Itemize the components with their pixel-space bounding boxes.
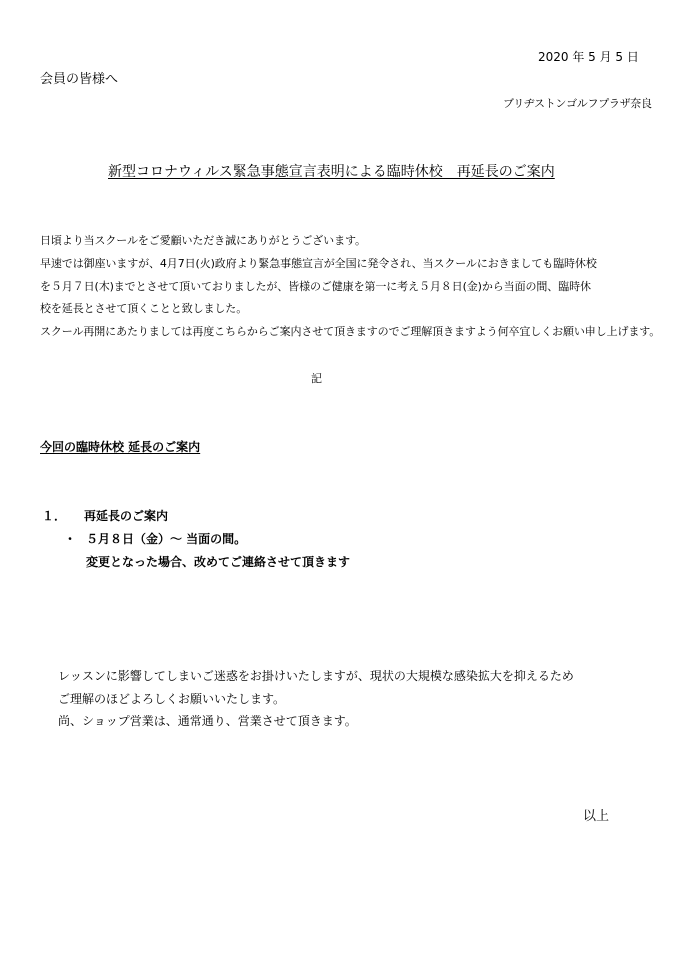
body-line: 早速では御座いますが、4月7日(火)政府より緊急事態宣言が全国に発令され、当スクールにおきましても臨時休校 xyxy=(40,257,597,270)
body-line: スクール再開にあたりましては再度こちらからご案内させて頂きますのでご理解頂きますよう何卒宜しくお願い申し上げます。 xyxy=(40,325,661,338)
closing-line: 尚、ショップ営業は、通常通り、営業させて頂きます。 xyxy=(58,714,357,728)
closing-ijo: 以上 xyxy=(583,809,610,824)
bullet-point: ・ xyxy=(64,532,77,546)
recipient-line: 会員の皆様へ xyxy=(40,72,119,87)
ki-marker: 記 xyxy=(311,372,322,385)
body-line: 日頃より当スクールをご愛顧いただき誠にありがとうございます。 xyxy=(40,234,366,247)
section-heading: 今回の臨時休校 延長のご案内 xyxy=(40,440,201,454)
document-title: 新型コロナウィルス緊急事態宣言表明による臨時休校 再延長のご案内 xyxy=(108,164,555,180)
sender-name: ブリヂストンゴルフプラザ奈良 xyxy=(503,97,652,110)
item-number: １． xyxy=(42,509,67,523)
body-line: 校を延長とさせて頂くことと致しました。 xyxy=(40,302,248,315)
closing-line: ご理解のほどよろしくお願いいたします。 xyxy=(58,692,286,706)
item-note: 変更となった場合、改めてご連絡させて頂きます xyxy=(86,555,351,569)
item-title: 再延長のご案内 xyxy=(84,509,169,523)
document-date: 2020 年 5 月 5 日 xyxy=(538,50,639,64)
item-period: ５月８日（金）～ 当面の間。 xyxy=(86,532,247,546)
closing-line: レッスンに影響してしまいご迷惑をお掛けいたしますが、現状の大規模な感染拡大を抑えるため xyxy=(58,669,574,683)
body-line: を５月７日(木)までとさせて頂いておりましたが、皆様のご健康を第一に考え５月８日(金)から当面の間、臨時休 xyxy=(40,280,591,293)
